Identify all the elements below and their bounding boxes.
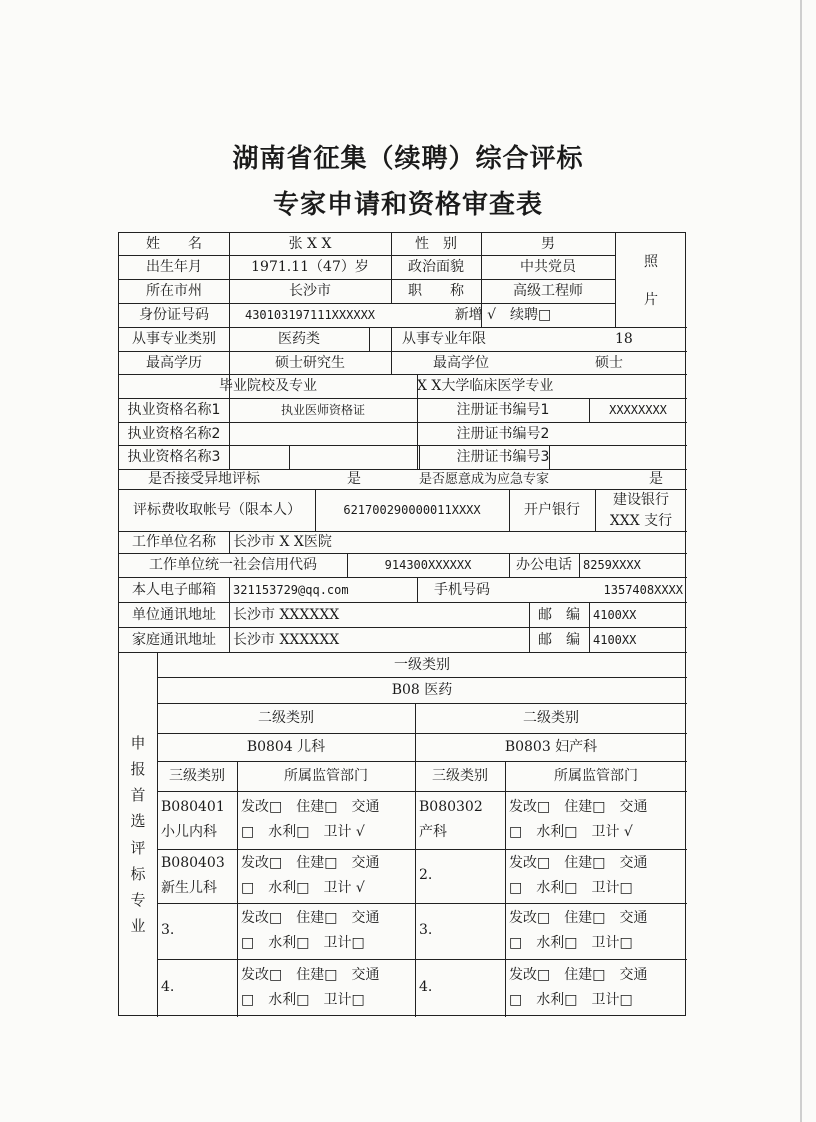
level1-value: B08 医药: [391, 682, 453, 698]
home-postcode-label: 邮 编: [538, 631, 580, 648]
specialty-right-row-1: [415, 791, 509, 849]
work-postcode-value: 4100XX: [593, 607, 637, 622]
id-value: 430103197111XXXXXX: [244, 308, 376, 322]
edu-value: 硕士研究生: [275, 354, 345, 371]
cert1-value: 执业医师资格证: [280, 403, 365, 417]
edu-label: 最高学历: [146, 354, 202, 371]
level3-code: 3.: [419, 922, 433, 939]
certno1-value: XXXXXXXX: [609, 403, 667, 417]
photo-label-2: 片: [644, 292, 658, 308]
school-value: X X大学临床医学专业: [417, 378, 554, 394]
mobile-label: 手机号码: [434, 581, 490, 598]
credit-code-value: 914300XXXXXX: [384, 558, 472, 572]
remote-value: 是: [347, 471, 361, 487]
specialty-right-row-3: [415, 903, 509, 959]
level2-header-left: 二级类别: [258, 710, 314, 726]
level3-code: 3.: [161, 922, 175, 939]
level2-value-left: B0804 儿科: [246, 739, 326, 755]
email-label: 本人电子邮箱: [132, 581, 216, 598]
bank-label: 开户银行: [524, 502, 580, 518]
level3-code: B080302: [419, 798, 483, 815]
birth-value: 1971.11（47）岁: [251, 259, 369, 275]
work-address-value: 长沙市 XXXXXX: [233, 606, 340, 623]
level3-name: 产科: [419, 824, 447, 840]
cert2-label: 执业资格名称2: [127, 425, 221, 442]
employer-label: 工作单位名称: [132, 534, 216, 550]
account-value: 621700290000011XXXX: [343, 503, 481, 517]
home-postcode-value: 4100XX: [593, 632, 637, 647]
remote-label: 是否接受异地评标: [148, 471, 260, 487]
years-value: 18: [615, 331, 633, 347]
level3-code: 2.: [419, 867, 433, 884]
cert3-label: 执业资格名称3: [127, 449, 221, 465]
dept-checkboxes-right-2: 发改□ 住建□ 交通 □ 水利□ 卫计□: [509, 854, 648, 896]
degree-value: 硕士: [595, 354, 623, 371]
level3-header-left: 三级类别: [169, 768, 225, 784]
dept-checkboxes-left-2: 发改□ 住建□ 交通 □ 水利□ 卫计 √: [241, 854, 380, 896]
office-phone-label: 办公电话: [516, 557, 572, 573]
level2-value-right: B0803 妇产科: [504, 739, 598, 755]
emergency-value: 是: [649, 471, 663, 487]
work-postcode-label: 邮 编: [538, 606, 580, 623]
degree-label: 最高学位: [433, 354, 489, 371]
photo-label-1: 照: [644, 254, 658, 270]
years-label: 从事专业年限: [402, 331, 486, 347]
certno3-label: 注册证书编号3: [456, 449, 550, 465]
dept-checkboxes-left-3: 发改□ 住建□ 交通 □ 水利□ 卫计□: [241, 909, 380, 951]
office-phone-value: 8259XXXX: [583, 558, 641, 572]
level3-name: 新生儿科: [161, 880, 217, 896]
politics-label: 政治面貌: [408, 259, 464, 275]
title-label: 职 称: [408, 283, 464, 299]
politics-value: 中共党员: [520, 259, 576, 275]
name-label: 姓 名: [146, 236, 202, 252]
title-value: 高级工程师: [513, 283, 583, 299]
level3-code: 4.: [161, 979, 175, 996]
level3-code: B080403: [161, 854, 225, 871]
specialty-side-label: 申 报 首 选 评 标 专 业: [130, 733, 146, 936]
specialty-left-row-2: [157, 849, 241, 903]
credit-code-label: 工作单位统一社会信用代码: [149, 557, 317, 573]
application-form: [118, 232, 686, 1016]
level2-header-right: 二级类别: [523, 710, 579, 726]
dept-checkboxes-right-4: 发改□ 住建□ 交通 □ 水利□ 卫计□: [509, 966, 648, 1008]
home-address-value: 长沙市 XXXXXX: [233, 631, 340, 648]
employer-value: 长沙市 X X医院: [233, 534, 332, 550]
level1-header: 一级类别: [394, 656, 450, 673]
home-address-label: 家庭通讯地址: [132, 631, 216, 648]
cert1-label: 执业资格名称1: [127, 402, 221, 418]
city-value: 长沙市: [289, 283, 331, 299]
form-title: 湖南省征集（续聘）综合评标: [232, 144, 584, 174]
specialty-left-row-1: [157, 791, 241, 849]
mobile-value: 1357408XXXX: [603, 582, 683, 597]
dept-checkboxes-left-4: 发改□ 住建□ 交通 □ 水利□ 卫计□: [241, 966, 380, 1008]
certno2-label: 注册证书编号2: [456, 425, 550, 442]
gender-value: 男: [541, 236, 555, 252]
new-renew-checkbox: 新增 √ 续聘□: [454, 307, 552, 323]
level3-code: 4.: [419, 979, 433, 996]
specialty-left-row-3: [157, 903, 241, 959]
field-value: 医药类: [278, 331, 320, 347]
emergency-label: 是否愿意成为应急专家: [419, 471, 550, 487]
dept-checkboxes-right-3: 发改□ 住建□ 交通 □ 水利□ 卫计□: [509, 909, 648, 951]
school-label: 毕业院校及专业: [219, 378, 317, 394]
account-label: 评标费收取帐号（限本人）: [133, 502, 301, 518]
bank-value-line1: 建设银行: [613, 491, 669, 508]
id-label: 身份证号码: [139, 307, 209, 323]
dept-header-left: 所属监管部门: [284, 768, 368, 784]
email-value: 321153729@qq.com: [233, 582, 349, 597]
dept-header-right: 所属监管部门: [554, 768, 638, 784]
certno1-label: 注册证书编号1: [456, 402, 550, 418]
city-label: 所在市州: [146, 283, 202, 299]
form-subtitle: 专家申请和资格审查表: [272, 190, 543, 220]
dept-checkboxes-right-1: 发改□ 住建□ 交通 □ 水利□ 卫计 √: [509, 798, 648, 840]
dept-checkboxes-left-1: 发改□ 住建□ 交通 □ 水利□ 卫计 √: [241, 798, 380, 840]
specialty-right-row-2: [415, 849, 509, 903]
bank-value-line2: XXX 支行: [609, 512, 673, 529]
gender-label: 性 别: [415, 236, 457, 252]
level3-name: 小儿内科: [161, 824, 217, 840]
field-label: 从事专业类别: [132, 331, 216, 347]
birth-label: 出生年月: [146, 259, 202, 275]
specialty-left-row-4: [157, 959, 241, 1017]
level3-code: B080401: [161, 798, 225, 815]
work-address-label: 单位通讯地址: [132, 606, 216, 623]
level3-header-right: 三级类别: [432, 768, 488, 784]
name-value: 张 X X: [288, 236, 332, 252]
specialty-right-row-4: [415, 959, 509, 1017]
